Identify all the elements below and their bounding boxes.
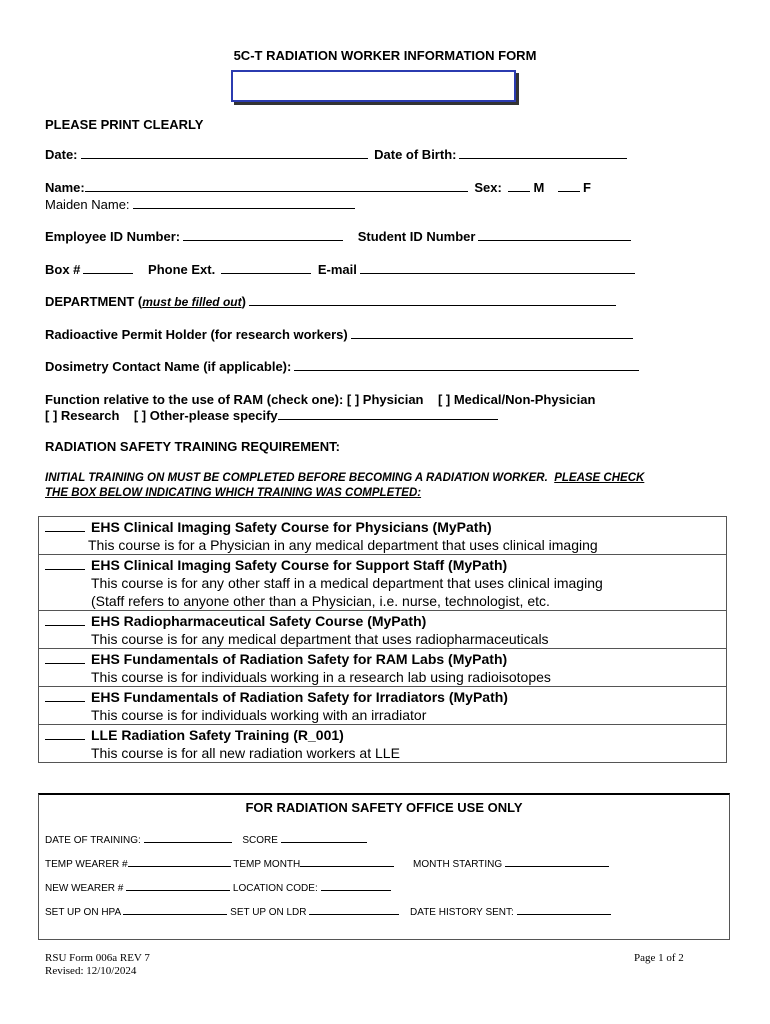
course-desc: This course is for any other staff in a medical department that uses clinical imaging <box>91 575 603 591</box>
course-name: EHS Clinical Imaging Safety Course for Physicians (MyPath) <box>91 519 492 535</box>
office-row-1 <box>45 833 367 846</box>
form-id: RSU Form 006a REV 7 <box>45 952 150 964</box>
sex-f-field[interactable] <box>558 180 580 192</box>
maiden-label: Maiden Name: <box>45 197 130 212</box>
sex-f-label: F <box>582 180 591 195</box>
score-label: SCORE <box>242 835 278 846</box>
name-field[interactable] <box>85 180 468 192</box>
location-code-label: LOCATION CODE: <box>232 883 318 894</box>
phone-label: Phone Ext. <box>148 262 216 277</box>
box-label: Box # <box>45 262 81 277</box>
office-heading: FOR RADIATION SAFETY OFFICE USE ONLY <box>245 800 523 815</box>
course-name: EHS Radiopharmaceutical Safety Course (MyPath) <box>91 613 427 629</box>
instruction-part1: INITIAL TRAINING ON MUST BE COMPLETED BEFORE BECOMING A RADIATION WORKER. <box>45 472 555 484</box>
course-row <box>39 649 726 687</box>
sex-m-label: M <box>533 180 545 195</box>
student-id-field[interactable] <box>478 229 631 241</box>
employee-id-field[interactable] <box>183 229 343 241</box>
course-row <box>39 611 726 649</box>
dob-label: Date of Birth: <box>374 147 457 162</box>
department-field[interactable] <box>249 294 616 306</box>
course-row <box>39 555 726 611</box>
email-label: E-mail <box>317 262 357 277</box>
name-label: Name: <box>45 180 85 195</box>
form-name-input[interactable] <box>231 70 516 102</box>
hpa-label: SET UP ON HPA <box>45 907 121 918</box>
date-field[interactable] <box>81 147 368 159</box>
date-row <box>45 147 630 162</box>
month-starting-label: MONTH STARTING <box>413 859 503 870</box>
print-clearly: PLEASE PRINT CLEARLY <box>45 117 204 132</box>
course-desc: This course is for any medical department that uses radiopharmaceuticals <box>91 631 549 647</box>
date-training-field[interactable] <box>144 833 232 843</box>
course-desc: This course is for individuals working in a research lab using radioisotopes <box>91 669 551 685</box>
ldr-field[interactable] <box>309 905 399 915</box>
location-code-field[interactable] <box>321 881 391 891</box>
course-name: EHS Fundamentals of Radiation Safety for Irradiators (MyPath) <box>91 689 508 705</box>
email-field[interactable] <box>360 262 635 274</box>
function-row-2 <box>45 408 501 423</box>
course-name: LLE Radiation Safety Training (R_001) <box>91 727 344 743</box>
department-note: must be filled out <box>142 295 242 309</box>
month-starting-field[interactable] <box>505 857 609 867</box>
course-check-field[interactable] <box>45 727 85 740</box>
course-check-field[interactable] <box>45 519 85 532</box>
instruction-part2: PLEASE CHECK <box>554 472 645 484</box>
temp-month-label: TEMP MONTH <box>233 859 301 870</box>
dosimetry-row <box>45 359 642 374</box>
department-close: ) <box>241 294 246 309</box>
training-instruction-2: THE BOX BELOW INDICATING WHICH TRAINING WAS COMPLETED: <box>45 487 422 499</box>
contact-row <box>45 262 638 277</box>
department-row <box>45 294 619 309</box>
maiden-field[interactable] <box>133 197 355 209</box>
course-desc-2: (Staff refers to anyone other than a Physician, i.e. nurse, technologist, etc. <box>91 593 550 609</box>
student-id-label: Student ID Number <box>357 229 476 244</box>
dosimetry-field[interactable] <box>294 359 639 371</box>
permit-holder-label: Radioactive Permit Holder (for research workers) <box>45 327 348 342</box>
office-row-3 <box>45 881 391 894</box>
score-field[interactable] <box>281 833 367 843</box>
course-check-field[interactable] <box>45 689 85 702</box>
course-check-field[interactable] <box>45 613 85 626</box>
dosimetry-label: Dosimetry Contact Name (if applicable): <box>45 359 292 374</box>
office-row-2 <box>45 857 609 870</box>
training-instruction-1 <box>45 472 644 484</box>
hpa-field[interactable] <box>123 905 227 915</box>
date-history-label: DATE HISTORY SENT: <box>410 907 514 918</box>
course-check-field[interactable] <box>45 651 85 664</box>
phone-field[interactable] <box>221 262 311 274</box>
dob-field[interactable] <box>459 147 627 159</box>
course-row <box>39 725 726 762</box>
office-use-box <box>38 793 730 940</box>
name-row <box>45 180 591 195</box>
sex-label: Sex: <box>474 180 502 195</box>
course-check-field[interactable] <box>45 557 85 570</box>
course-row <box>39 517 726 555</box>
course-desc: This course is for individuals working with an irradiator <box>91 707 427 723</box>
new-wearer-label: NEW WEARER # <box>45 883 124 894</box>
function-line-1[interactable]: Function relative to the use of RAM (check one): [ ] Physician [ ] Medical/Non-Physician <box>45 392 596 407</box>
ldr-label: SET UP ON LDR <box>230 907 307 918</box>
temp-wearer-field[interactable] <box>128 857 231 867</box>
course-desc: This course is for a Physician in any medical department that uses clinical imaging <box>88 537 598 553</box>
date-history-field[interactable] <box>517 905 611 915</box>
course-row <box>39 687 726 725</box>
training-table <box>38 516 727 763</box>
box-field[interactable] <box>83 262 133 274</box>
temp-wearer-label: TEMP WEARER # <box>45 859 128 870</box>
department-label: DEPARTMENT ( <box>45 294 143 309</box>
form-title: 5C-T RADIATION WORKER INFORMATION FORM <box>233 48 537 63</box>
permit-holder-field[interactable] <box>351 327 633 339</box>
date-training-label: DATE OF TRAINING: <box>45 835 141 846</box>
temp-month-field[interactable] <box>300 857 394 867</box>
page-number: Page 1 of 2 <box>634 952 684 964</box>
maiden-row <box>45 197 358 212</box>
sex-m-field[interactable] <box>508 180 530 192</box>
new-wearer-field[interactable] <box>126 881 230 891</box>
date-label: Date: <box>45 147 78 162</box>
course-desc: This course is for all new radiation workers at LLE <box>91 745 400 761</box>
office-row-4 <box>45 905 611 918</box>
course-name: EHS Clinical Imaging Safety Course for Support Staff (MyPath) <box>91 557 508 573</box>
id-row <box>45 229 634 244</box>
revised-date: Revised: 12/10/2024 <box>45 965 137 977</box>
function-line-2[interactable]: [ ] Research [ ] Other-please specify <box>45 408 278 423</box>
employee-id-label: Employee ID Number: <box>45 229 181 244</box>
permit-row <box>45 327 636 342</box>
other-specify-field[interactable] <box>278 408 498 420</box>
training-heading: RADIATION SAFETY TRAINING REQUIREMENT: <box>45 439 340 454</box>
course-name: EHS Fundamentals of Radiation Safety for RAM Labs (MyPath) <box>91 651 508 667</box>
